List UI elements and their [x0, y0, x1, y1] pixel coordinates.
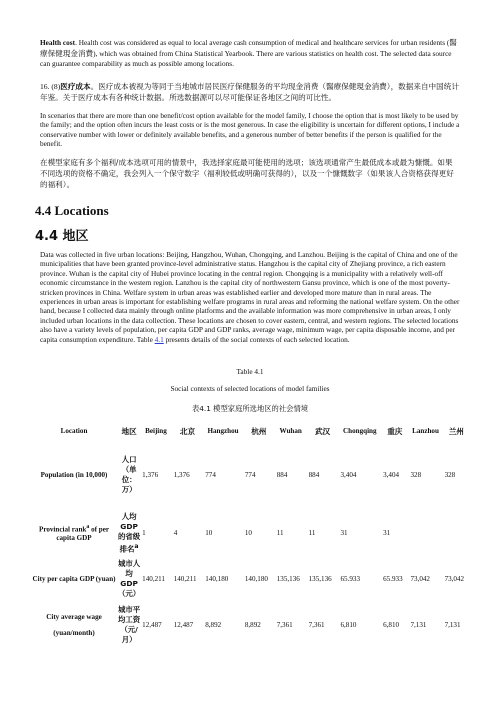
- table-cell: 140,180: [244, 575, 268, 583]
- table-cell: 135,136: [308, 575, 332, 583]
- table-cell: 7,361: [276, 621, 293, 629]
- health-cost-term: Health cost: [40, 38, 76, 47]
- health-cost-text-b: ), which was obtained from China Statistical Yearbook. There are various statistics on health cost. The selected data source can guarantee comparability as much as possible among locations.: [40, 49, 452, 68]
- table-cell: 774: [205, 471, 216, 479]
- row-label-gdp-rank-zh-text: 人均GDP的省级排名: [118, 511, 141, 554]
- scenario-paragraph-zh: 在模型家庭有多个福利/成本选项可用的情景中，我选择家庭最可能使用的选项；该选项通常产生最低成本或最为慷慨。如果不同选项的资格不确定，我会列入一个保守数字（福利较低或明确可获得的），以及一个慷慨数字（如果该人合资格获得更好的福利）。: [40, 158, 454, 189]
- table-cell: 8,892: [244, 621, 261, 629]
- locations-text: Data was collected in five urban locations: Beijing, Hangzhou, Wuhan, Chongqing, and Lanzhou. Beijing is the capital of China and one of the municipalities that have been granted province-level administrative status. Hangzhou is the capital city of Zhejiang province, a rich eastern province. Wuhan is the capital city of Hubei province locating in the central region. Chongqing is a municipality with a relatively well-off economic circumstance in the western region. Lanzhou is the capital city of northwestern Gansu province, which is one of the most poverty-stricken provinces in China. Welfare system in urban areas was established earlier and developed more mature than in rural areas. The experiences in urban areas is important for establishing welfare programs in rural areas and reforming the national welfare system. On the other hand, because I collected data mainly through online platforms and the available information was more comprehensive in urban areas, I only included urban locations in the data collection. These locations are chosen to cover eastern, central, and western regions. The selected locations also have a variety levels of population, per capita GDP and GDP ranks, average wage, minimum wage, per capita disposable income, and per capita consumption expenditure. Table: [40, 250, 460, 344]
- table-cell: 73,042: [444, 575, 465, 583]
- header-wuhan: Wuhan: [279, 427, 302, 435]
- table-cell: 140,211: [142, 575, 165, 583]
- row-label-city-gdp-zh: 城市人均GDP（元）: [118, 559, 141, 598]
- table-cell: 6,810: [383, 621, 400, 629]
- table-cell: 73,042: [410, 575, 430, 583]
- table-row: [30, 443, 470, 507]
- table-cell: 774: [244, 471, 256, 479]
- row-label-gdp-rank-tail: of per capita GDP: [56, 525, 110, 542]
- table-cell: 7,131: [444, 621, 461, 629]
- header-hangzhou-zh: 杭州: [251, 426, 267, 436]
- locations-paragraph: [40, 250, 460, 344]
- row-label-average-wage-text: City average wage: [46, 613, 102, 621]
- table-cell: 65.933: [383, 575, 403, 583]
- table-row: [30, 507, 470, 559]
- table-cell: 31: [383, 529, 391, 537]
- row-label-gdp-rank-zh: [118, 507, 140, 559]
- health-cost-text-a: . Health cost was considered as equal to local average cash consumption of medical and healthcare services for urban residents (: [75, 38, 450, 47]
- table-cell: 140,180: [205, 575, 229, 583]
- table-cell: 12,487: [142, 621, 162, 629]
- header-beijing-zh: 北京: [179, 426, 196, 436]
- table-row: [30, 559, 470, 599]
- footnote-number: 16. (8): [40, 82, 61, 91]
- table-cell: 328: [410, 471, 422, 479]
- footnote-marker: a: [86, 524, 90, 531]
- header-chongqing-zh: 重庆: [387, 426, 403, 436]
- row-label-city-gdp: City per capita GDP (yuan): [32, 575, 116, 583]
- header-hangzhou: Hangzhou: [207, 427, 239, 435]
- header-location-zh: 地区: [121, 426, 137, 436]
- table-cell: 10: [244, 529, 252, 537]
- table-cell: 1,376: [142, 471, 159, 479]
- header-lanzhou-zh: 兰州: [448, 426, 464, 436]
- table-label: Table 4.1: [236, 367, 264, 376]
- table-cell: 7,131: [410, 621, 427, 629]
- header-beijing: Beijing: [145, 427, 167, 435]
- table-cell: 11: [308, 529, 316, 537]
- table-cell: 6,810: [340, 621, 357, 629]
- table-cell: 12,487: [173, 621, 194, 629]
- table-cell: 8,892: [205, 621, 222, 629]
- table-cell: 1: [142, 529, 146, 537]
- social-context-table: [30, 419, 470, 651]
- table-cell: 65.933: [340, 575, 360, 583]
- table-cell: 1,376: [173, 471, 190, 479]
- row-label-average-wage-unit: (yuan/month): [53, 629, 95, 637]
- row-label-population: Population (in 10,000): [40, 471, 108, 479]
- table-header-row: [30, 419, 470, 443]
- table-cell: 7,361: [308, 621, 325, 629]
- table-cell: 884: [276, 471, 288, 479]
- table-cell: 884: [308, 471, 320, 479]
- table-link[interactable]: 4.1: [154, 334, 164, 344]
- table-cell: [443, 507, 470, 559]
- health-cost-paragraph: [40, 37, 460, 68]
- health-cost-zh-paragraph: [40, 81, 460, 103]
- row-label-average-wage-zh: 城市平均工资（元/月）: [118, 605, 141, 644]
- table-cell: 140,211: [173, 575, 197, 583]
- row-label-gdp-rank: [30, 507, 118, 559]
- footnote-marker: a: [134, 542, 139, 550]
- header-lanzhou: Lanzhou: [412, 427, 439, 435]
- table-caption-en: Social contexts of selected locations of model families: [170, 384, 330, 393]
- section-heading-en: 4.4 Locations: [35, 203, 109, 218]
- table-cell: 3,404: [340, 471, 357, 479]
- table-cell: 135,136: [276, 575, 300, 583]
- table-cell: [408, 507, 442, 559]
- table-cell: 3,404: [383, 471, 400, 479]
- row-label-gdp-rank-text: Provincial rank: [38, 525, 87, 534]
- table-cell: 11: [276, 529, 284, 537]
- health-cost-zh-text: 。医疗成本被视为等同于当地城市居民医疗保健服务的平均现金消费（醫療保健現金消費），数据来自中国统计年鉴。关于医疗成本有各种统计数据。所选数据源可以尽可能保证各地区之间的可比性。: [40, 82, 459, 102]
- section-heading-zh: 4.4 地区: [35, 229, 89, 244]
- scenario-paragraph-en: In scenarios that there are more than one benefit/cost option available for the model family, I choose the option that is most likely to be used by the family; and the option often incurs the least costs or is the most generous. In case the eligibility is uncertain for different options, I include a conservative number with lower or definitely available benefits, and a generous number of better benefits if the person is qualified for the benefit.: [40, 111, 460, 149]
- row-label-average-wage: [30, 599, 118, 651]
- table-caption-zh: 表4.1 模型家庭所选地区的社会情境: [191, 404, 309, 413]
- table-cell: 328: [444, 471, 456, 479]
- locations-tail: presents details of the social contexts of each selected location.: [163, 334, 350, 344]
- header-location: Location: [60, 427, 88, 435]
- header-chongqing: Chongqing: [343, 427, 377, 435]
- row-label-population-zh: 人口（单位：万）: [121, 455, 137, 494]
- health-cost-zh-term: 医疗成本: [60, 82, 91, 91]
- table-cell: 4: [173, 529, 178, 537]
- header-wuhan-zh: 武汉: [314, 426, 331, 436]
- table-cell: 31: [340, 529, 348, 537]
- table-row: [30, 599, 470, 651]
- table-cell: 10: [205, 529, 213, 537]
- health-cost-zh-term: 醫療保健現金消費: [40, 38, 457, 58]
